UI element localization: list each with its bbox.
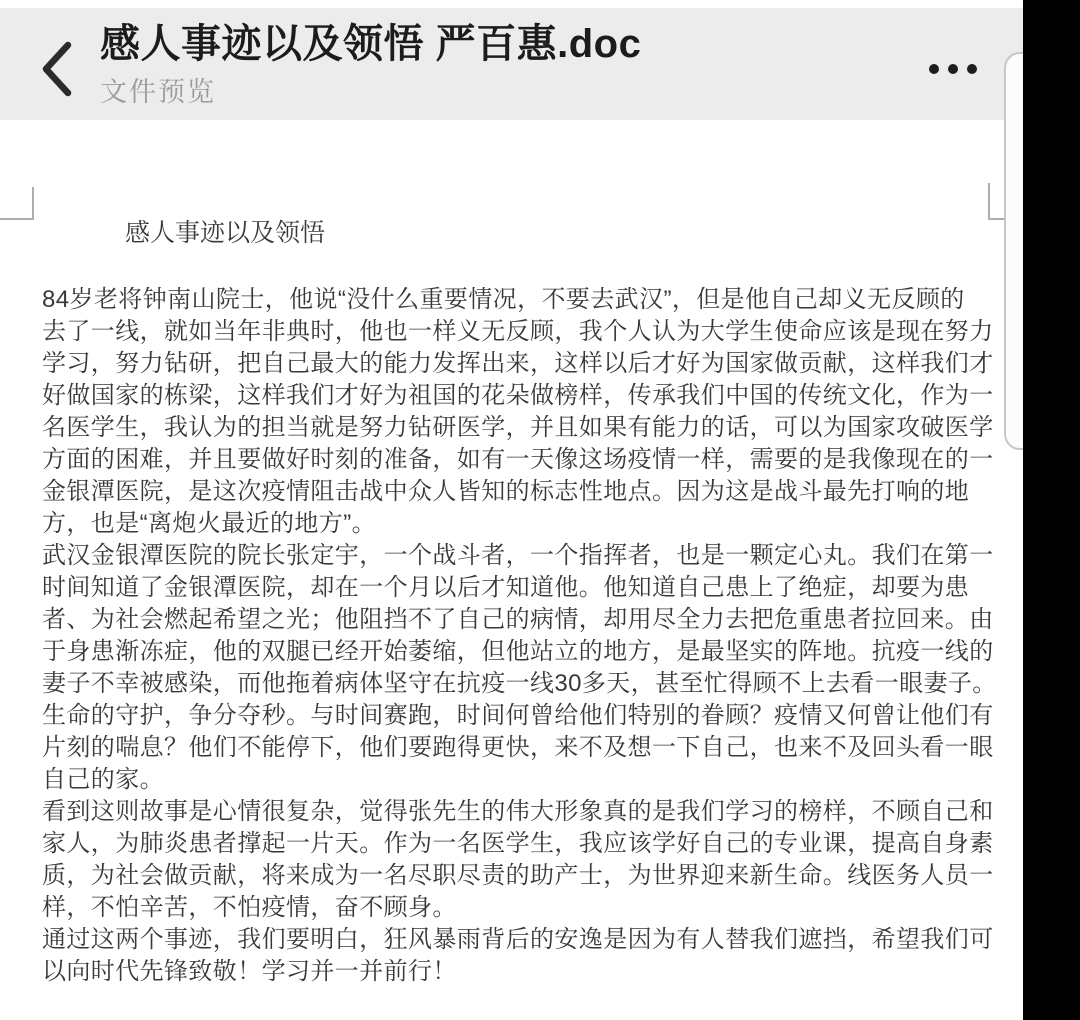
page-corner-mark-left bbox=[0, 218, 34, 220]
document-page bbox=[0, 120, 1023, 1020]
text-line: 家人，为肺炎患者撑起一片天。作为一名医学生，我应该学好自己的专业课，提高自身素 bbox=[42, 830, 994, 857]
page-corner-mark-right bbox=[988, 183, 990, 220]
paragraph bbox=[42, 796, 1004, 924]
text-line: 方，也是“离炮火最近的地方”。 bbox=[42, 510, 376, 537]
text-line: 名医学生，我认为的担当就是努力钻研医学，并且如果有能力的话，可以为国家攻破医学 bbox=[42, 414, 994, 441]
chevron-left-icon bbox=[39, 40, 75, 101]
screen-edge-bar bbox=[1023, 0, 1080, 1020]
file-title: 感人事迹以及领悟 严百惠.doc bbox=[100, 22, 642, 66]
text-line: 者、为社会燃起希望之光；他阻挡不了自己的病情，却用尽全力去把危重患者拉回来。由 bbox=[42, 606, 994, 633]
app-header bbox=[0, 8, 1023, 120]
paragraph bbox=[42, 924, 1004, 988]
back-button[interactable] bbox=[30, 36, 84, 104]
page-subtitle: 文件预览 bbox=[100, 77, 216, 107]
more-button[interactable] bbox=[908, 44, 998, 94]
text-line: 以向时代先锋致敬！学习并一并前行！ bbox=[42, 958, 457, 985]
text-line: 好做国家的栋梁，这样我们才好为祖国的花朵做榜样，传承我们中国的传统文化，作为一 bbox=[42, 382, 994, 409]
paragraph bbox=[42, 284, 1004, 540]
text-line: 84岁老将钟南山院士，他说“没什么重要情况，不要去武汉”，但是他自己却义无反顾的 bbox=[42, 286, 965, 313]
text-line: 于身患渐冻症，他的双腿已经开始萎缩，但他站立的地方，是最坚实的阵地。抗疫一线的 bbox=[42, 638, 994, 665]
text-line: 妻子不幸被感染，而他拖着病体坚守在抗疫一线30多天，甚至忙得顾不上去看一眼妻子。 bbox=[42, 670, 997, 697]
ellipsis-icon bbox=[929, 64, 977, 74]
document-body bbox=[42, 284, 1004, 988]
text-line: 样，不怕辛苦，不怕疫情，奋不顾身。 bbox=[42, 894, 457, 921]
page-corner-mark-left bbox=[32, 187, 34, 220]
header-titles bbox=[100, 18, 641, 108]
document-title: 感人事迹以及领悟 bbox=[125, 219, 326, 247]
text-line: 去了一线，就如当年非典时，他也一样义无反顾，我个人认为大学生使命应该是现在努力 bbox=[42, 318, 994, 345]
text-line: 方面的困难，并且要做好时刻的准备，如有一天像这场疫情一样，需要的是我像现在的一 bbox=[42, 446, 994, 473]
text-line: 看到这则故事是心情很复杂，觉得张先生的伟大形象真的是我们学习的榜样，不顾自己和 bbox=[42, 798, 994, 825]
text-line: 质，为社会做贡献，将来成为一名尽职尽责的助产士，为世界迎来新生命。线医务人员一 bbox=[42, 862, 994, 889]
text-line: 自己的家。 bbox=[42, 766, 164, 793]
text-line: 武汉金银潭医院的院长张定宇，一个战斗者，一个指挥者，也是一颗定心丸。我们在第一 bbox=[42, 542, 994, 569]
text-line: 生命的守护，争分夺秒。与时间赛跑，时间何曾给他们特别的眷顾？疫情又何曾让他们有 bbox=[42, 702, 994, 729]
text-line: 学习，努力钻研，把自己最大的能力发挥出来，这样以后才好为国家做贡献，这样我们才 bbox=[42, 350, 994, 377]
text-line: 时间知道了金银潭医院，却在一个月以后才知道他。他知道自己患上了绝症，却要为患 bbox=[42, 574, 970, 601]
text-line: 片刻的喘息？他们不能停下，他们要跑得更快，来不及想一下自己，也来不及回头看一眼 bbox=[42, 734, 994, 761]
text-line: 通过这两个事迹，我们要明白，狂风暴雨背后的安逸是因为有人替我们遮挡，希望我们可 bbox=[42, 926, 994, 953]
paragraph bbox=[42, 540, 1004, 796]
text-line: 金银潭医院，是这次疫情阻击战中众人皆知的标志性地点。因为这是战斗最先打响的地 bbox=[42, 478, 970, 505]
